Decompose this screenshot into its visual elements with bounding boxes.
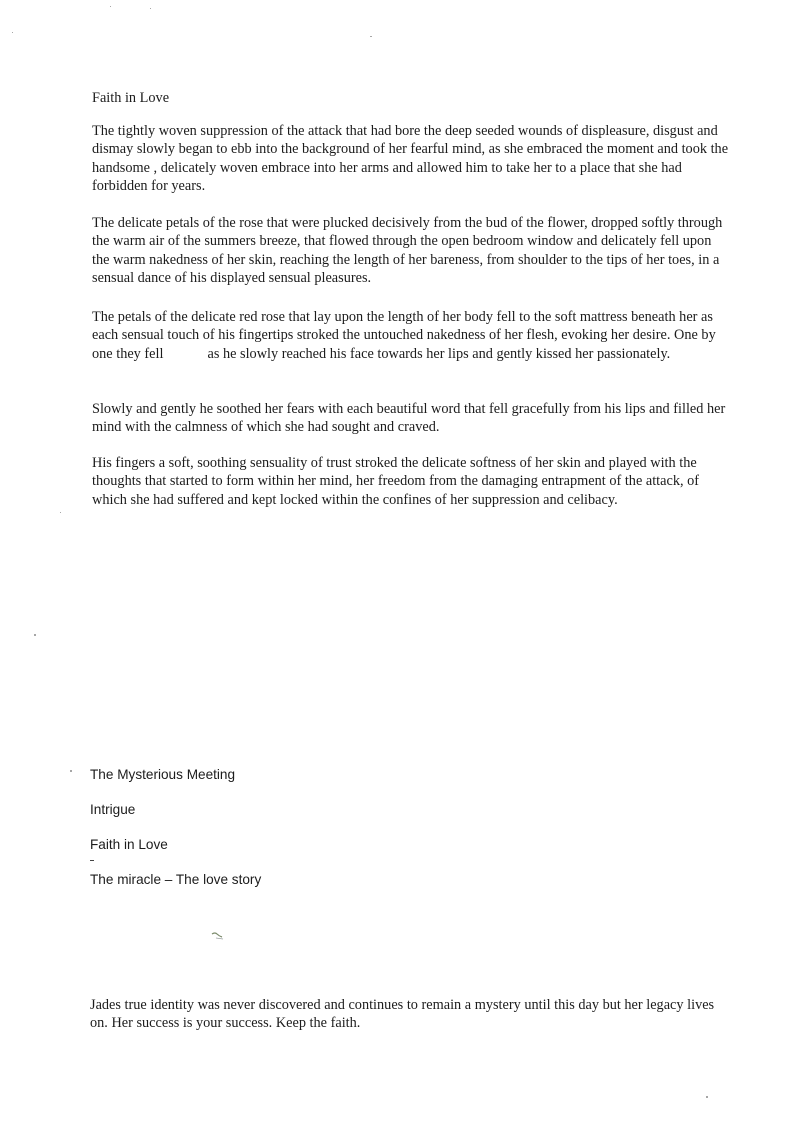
scan-speck <box>12 32 13 33</box>
paragraph-text-part-a: The petals of the delicate red rose that lay upon the length of her body fell to the soft mattress beneath her as each sensual touch of his fingertips stroked the untouched nakedness of her flesh, evoking her desire. One by one they fell <box>92 309 716 362</box>
scan-smudge-icon <box>211 931 225 941</box>
contents-item-the-miracle: The miracle – The love story <box>90 872 262 887</box>
paragraph-text: His fingers a soft, soothing sensuality of trust stroked the delicate softness of her skin and played with the thoughts that started to form within her mind, her freedom from the damaging entrapment of the attack, of which she had suffered and kept locked within the confines of her suppression and celibacy. <box>92 455 700 508</box>
story-paragraph-4 <box>92 400 732 437</box>
scan-speck <box>70 770 72 772</box>
scan-speck <box>110 6 111 7</box>
story-title: Faith in Love <box>92 90 170 106</box>
paragraph-text: The tightly woven suppression of the attack that had bore the deep seeded wounds of displeasure, disgust and dismay slowly began to ebb into the background of her fearful mind, as she embraced the moment and took the handsome , delicately woven embrace into her arms and allowed him to take her to a place that she had forbidden for years. <box>92 123 729 195</box>
story-paragraph-1 <box>92 122 732 196</box>
closing-paragraph: Jades true identity was never discovered and continues to remain a mystery until this day but her legacy lives on. Her success is your success. Keep the faith. <box>90 997 715 1032</box>
scan-speck <box>150 8 151 9</box>
scan-speck <box>60 512 61 513</box>
story-paragraph-2 <box>92 214 732 288</box>
story-paragraph-3 <box>92 308 732 363</box>
scan-mark <box>90 860 94 861</box>
paragraph-text <box>92 308 732 363</box>
paragraph-text: The delicate petals of the rose that were plucked decisively from the bud of the flower, dropped softly through the warm air of the summers breeze, that flowed through the open bedroom window and delicately fell upon the warm nakedness of her skin, reaching the length of her bareness, from shoulder to the tips of her toes, in a sensual dance of his displayed sensual pleasures. <box>92 215 723 287</box>
paragraph-text: Slowly and gently he soothed her fears with each beautiful word that fell gracefully from his lips and filled her mind with the calmness of which she had sought and craved. <box>92 401 726 436</box>
contents-item-faith-in-love: Faith in Love <box>90 837 168 852</box>
scan-speck <box>34 634 36 636</box>
contents-item-intrigue: Intrigue <box>90 802 136 817</box>
story-paragraph-5 <box>92 454 732 509</box>
paragraph-text-part-b: as he slowly reached his face towards her lips and gently kissed her passionately. <box>207 345 671 362</box>
scan-speck <box>370 36 372 37</box>
contents-item-mysterious-meeting: The Mysterious Meeting <box>90 767 236 782</box>
scan-speck <box>706 1096 708 1098</box>
